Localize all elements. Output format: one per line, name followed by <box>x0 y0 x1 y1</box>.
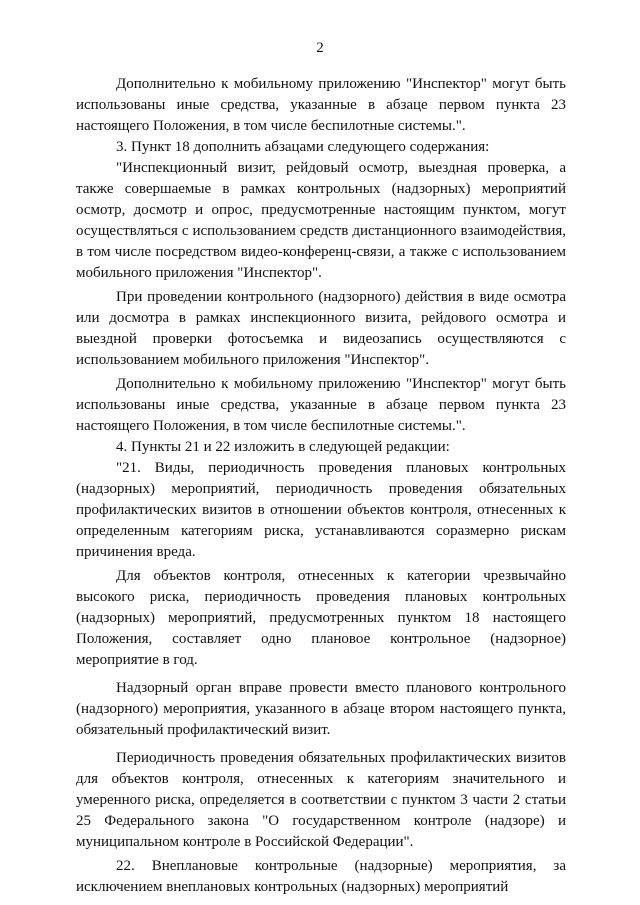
paragraph: 22. Внеплановые контрольные (надзорные) мероприятия, за исключением внеплановых контрольных (надзорных) мероприятий <box>76 858 566 895</box>
paragraph: "Инспекционный визит, рейдовый осмотр, выездная проверка, а также совершаемые в рамках контрольных (надзорных) мероприятий осмотр, досмотр и опрос, предусмотренные настоящим пунктом, могут осуществляться с использованием средств дистанционного взаимодействия, в том числе посредством видео-конференц-связи, а также с использованием мобильного приложения "Инспектор". <box>76 160 566 281</box>
document-body <box>76 74 566 898</box>
paragraph: Надзорный орган вправе провести вместо планового контрольного (надзорного) мероприятия, указанного в абзаце втором настоящего пункта, обязательный профилактический визит. <box>76 680 566 738</box>
paragraph: Дополнительно к мобильному приложению "Инспектор" могут быть использованы иные средства, указанные в абзаце первом пункта 23 настоящего Положения, в том числе беспилотные системы.". <box>76 376 566 434</box>
paragraph: Для объектов контроля, отнесенных к категории чрезвычайно высокого риска, периодичность проведения плановых контрольных (надзорных) мероприятий, предусмотренных пунктом 18 настоящего Положения, составляет одно плановое контрольное (надзорное) мероприятие в год. <box>76 568 566 668</box>
paragraph: При проведении контрольного (надзорного) действия в виде осмотра или досмотра в рамках инспекционного визита, рейдового осмотра и выездной проверки фотосъемка и видеозапись осуществляются с использованием мобильного приложения "Инспектор". <box>76 289 566 368</box>
paragraph: Дополнительно к мобильному приложению "Инспектор" могут быть использованы иные средства, указанные в абзаце первом пункта 23 настоящего Положения, в том числе беспилотные системы.". <box>76 76 566 134</box>
page-number: 2 <box>316 40 324 56</box>
paragraph: 4. Пункты 21 и 22 изложить в следующей редакции: <box>116 439 450 455</box>
paragraph: Периодичность проведения обязательных профилактических визитов для объектов контроля, отнесенных к категориям значительного и умеренного риска, определяется в соответствии с пунктом 3 части 2 статьи 25 Федерального закона "О государственном контроле (надзоре) и муниципальном контроле в Российской Федерации". <box>76 750 566 850</box>
paragraph: 3. Пункт 18 дополнить абзацами следующего содержания: <box>116 139 490 155</box>
paragraph: "21. Виды, периодичность проведения плановых контрольных (надзорных) мероприятий, периодичность проведения обязательных профилактических визитов в отношении объектов контроля, отнесенных к определенным категориям риска, устанавливаются соразмерно рискам причинения вреда. <box>76 460 566 560</box>
